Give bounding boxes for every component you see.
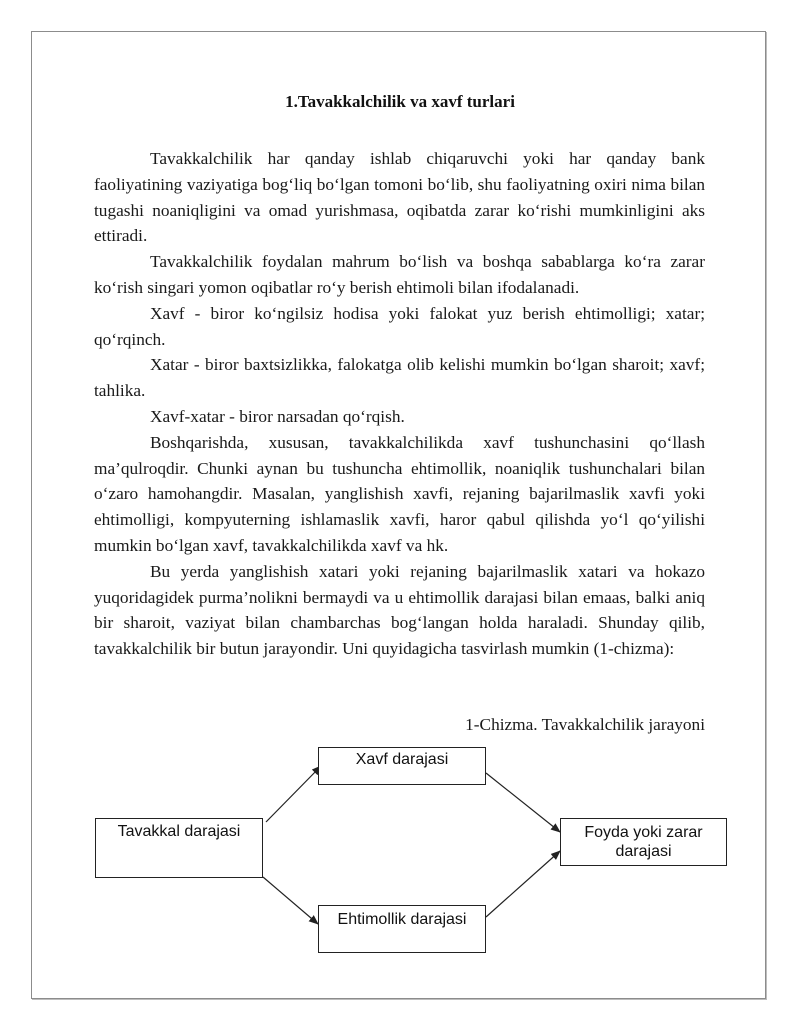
paragraph-xavf: Xavf - biror ko‘ngilsiz hodisa yoki falokat yuz berish ehtimolligi; xatar; qo‘rqinch. — [94, 303, 705, 349]
node-probability-level: Ehtimollik darajasi — [318, 905, 486, 953]
document-title: 1.Tavakkalchilik va xavf turlari — [285, 92, 515, 111]
arrow-probability-to-outcome — [486, 851, 560, 917]
diagram-caption: 1-Chizma. Tavakkalchilik jarayoni — [465, 715, 705, 734]
arrow-risk-to-danger — [266, 766, 321, 822]
node-risk-level: Tavakkal darajasi — [95, 818, 263, 878]
node-outcome-level: Foyda yoki zarar darajasi — [560, 818, 727, 866]
paragraph-xatar: Xatar - biror baxtsizlikka, falokatga olib kelishi mumkin bo‘lgan sharoit; xavf; tahlika. — [94, 355, 705, 401]
arrow-risk-to-probability — [263, 877, 318, 924]
paragraph-process: Bu yerda yanglishish xatari yoki rejaning bajarilmaslik xatari va hokazo yuqoridagidek purma’nolikni bermaydi va u ehtimollik darajasi bilan emaas, balki aniq bir sharoit, vaziyat bilan chambarchas bog‘langan holda haraladi. Shunday qilib, tavakkalchilik bir butun jarayondir. Uni quyidagicha tasvirlash mumkin (1-chizma): — [94, 561, 705, 659]
paragraph-management: Boshqarishda, xususan, tavakkalchilikda xavf tushunchasini qo‘llash ma’qulroqdir. Chunki aynan bu tushuncha ehtimollik, noaniqlik tushunchalari bilan o‘zaro hamohangdir. Masalan, yanglishish xavfi, rejaning bajarilmaslik xavfi yoki ehtimolligi, kompyuterning ishlamaslik xavfi, haror qabul qilishda yo‘l qo‘yilishi mumkin bo‘lgan xavf, tavakkalchilikda xavf va hk. — [94, 432, 705, 555]
paragraph-xavf-xatar: Xavf-xatar - biror narsadan qo‘rqish. — [150, 406, 405, 426]
paragraph-risk-definition: Tavakkalchilik har qanday ishlab chiqaruvchi yoki har qanday bank faoliyatining vaziyatiga bog‘liq bo‘lgan tomoni bo‘lib, shu faoliyatning oxiri nima bilan tugashi noaniqligini va omad yurishmasa, oqibatda zarar ko‘rishi mumkinligini aks ettiradi. — [94, 149, 705, 246]
paragraph-risk-expression: Tavakkalchilik foydalan mahrum bo‘lish va boshqa sabablarga ko‘ra zarar ko‘rish singari yomon oqibatlar ro‘y berish ehtimoli bilan ifodalanadi. — [94, 252, 705, 297]
arrow-danger-to-outcome — [486, 773, 560, 832]
node-danger-level: Xavf darajasi — [318, 747, 486, 785]
